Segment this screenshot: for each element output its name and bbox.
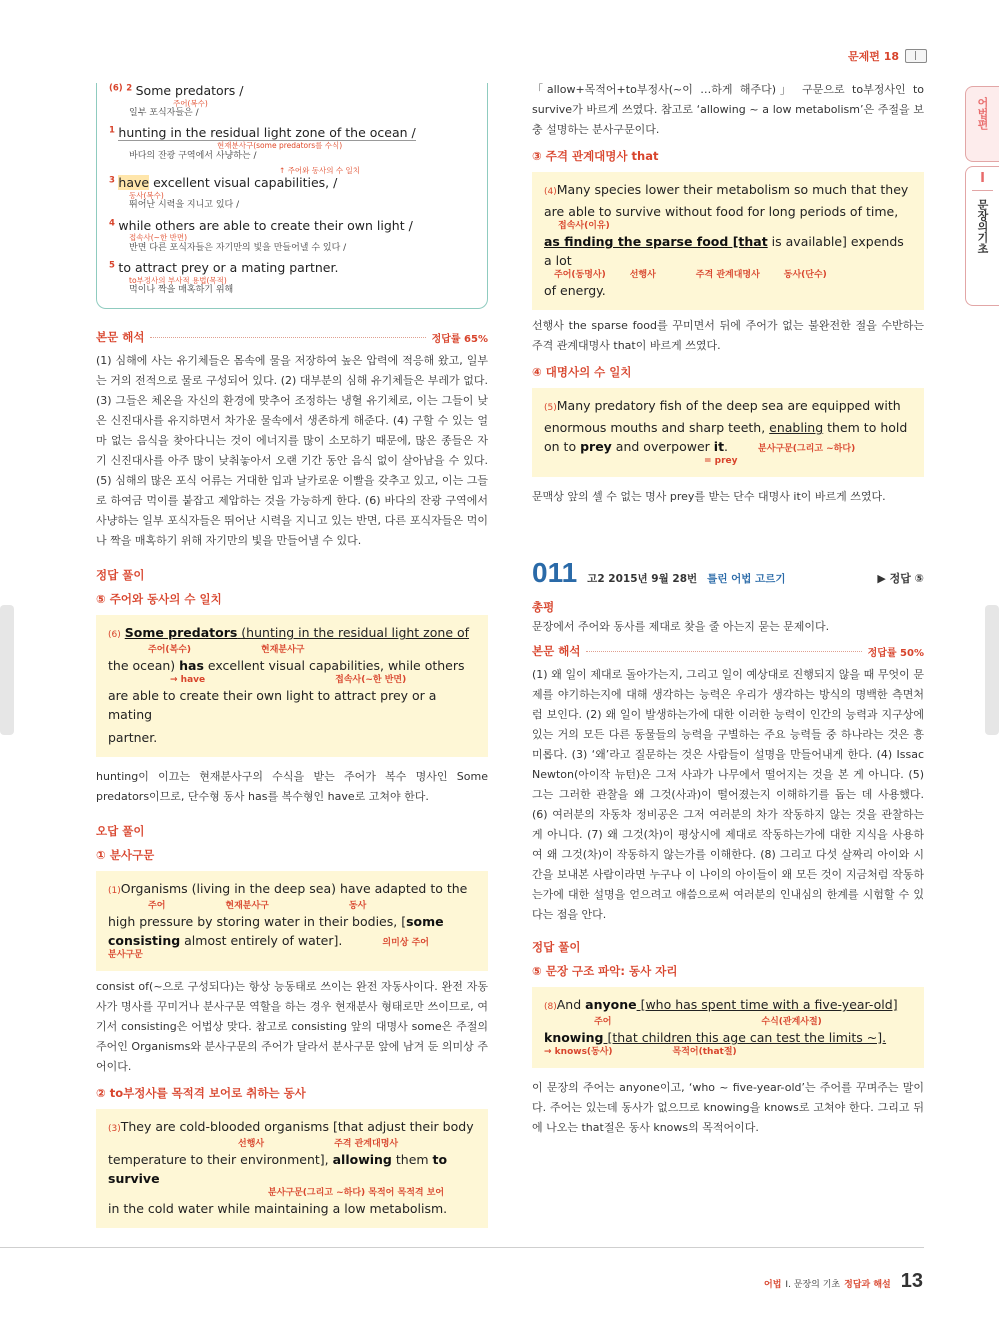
section-title: 오답 풀이 [96, 824, 145, 839]
chunk-index: 1 [109, 125, 115, 136]
chunk-en: to attract prey or a mating partner. [118, 259, 339, 275]
section-answer-011 [532, 939, 924, 955]
footer [764, 1270, 923, 1293]
annotation: 분사구문 [108, 950, 143, 961]
example-text: anyone [585, 997, 637, 1012]
example-text: Organisms (living in the deep sea) have adapted to the [120, 881, 468, 897]
highlight-have: have [118, 175, 150, 191]
wrong-explanation-3: 선행사 the sparse food를 꾸미면서 뒤에 주어가 없는 불완전한 절을 수반하는 주격 관계대명사 that이 바르게 쓰였다. [532, 319, 924, 352]
chunk-en: while others are able to create their own light / [118, 217, 413, 233]
example-text: partner. [108, 730, 158, 746]
chunk-ko: 먹이나 짝을 매혹하기 위해 [129, 285, 234, 295]
wrong-example-box-4 [532, 388, 924, 477]
example-text: some [406, 914, 444, 930]
example-text: temperature to their environment], [108, 1152, 333, 1168]
page-left-handle[interactable] [0, 605, 14, 735]
wrong-explanation-1: consist of(~으로 구성되다)는 항상 능동태로 쓰이는 완전 자동사이다. 완전 자동사가 명사를 꾸미거나 분사구문 역할을 하는 경우 현재분사 형태로만 쓰이므로, 여기서 consisting은 어법상 맞다. 참고로 consisting 앞의 대명사 some은 주절의 주어인 Organisms와 분사구문의 주어가 달라서 분사구문 앞에 남겨 둔 의미상 주어이다. [96, 980, 488, 1074]
chunk-index: 3 [109, 175, 115, 186]
annotation: → have [170, 675, 206, 686]
wrong-explanation-4: 문맥상 앞의 셀 수 없는 명사 prey를 받는 단수 대명사 it이 바르게 쓰였다. [532, 490, 886, 503]
footer-rule [0, 1247, 924, 1248]
section-answer [96, 567, 488, 583]
question-source: 고2 2015년 9월 28번 [587, 573, 698, 585]
question-number: 011 [532, 557, 578, 588]
chunk-note: 현재분사구(some predators를 수식) [217, 141, 343, 151]
example-text: to survive [108, 1152, 448, 1187]
chunk-en: hunting in the residual light zone of the ocean / [118, 125, 416, 141]
example-number: (8) [544, 1002, 557, 1012]
annotation: 주어(복수) [148, 645, 192, 656]
example-text: consisting [108, 933, 181, 949]
page-right-handle[interactable] [985, 605, 999, 735]
side-tab-sentence-basics[interactable] [965, 166, 999, 306]
chunk-note: 주어(복수) [173, 98, 208, 108]
chunk-ko: 일부 포식자들은 / [129, 108, 199, 119]
example-text: of energy. [544, 283, 606, 298]
section-translation [96, 329, 488, 345]
example-text: And [556, 997, 586, 1012]
wrong-subtitle: ② to부정사를 목적격 보어로 취하는 동사 [96, 1086, 306, 1101]
example-text: high pressure by storing water in their bodies, [ [108, 914, 407, 930]
example-text: on to [544, 439, 581, 454]
answer-subtitle: ⑤ 문장 구조 파악: 동사 자리 [532, 964, 678, 978]
annotation: 주어 [594, 1017, 612, 1027]
example-text: are able to survive without food for long periods of time, [544, 204, 899, 219]
example-text: Many predatory fish of the deep sea are equipped with [556, 398, 901, 413]
example-text: and overpower [611, 439, 714, 454]
accuracy-rate: 정답률 65% [431, 333, 488, 345]
annotation: 주격 관계대명사 [334, 1139, 399, 1150]
example-text: prey [580, 439, 612, 454]
wrong-example-box-3 [532, 172, 924, 310]
chunk-index: 4 [109, 217, 115, 228]
footer-part: 어법 [764, 1280, 782, 1290]
annotation: 주격 관계대명사 [695, 270, 760, 280]
example-text: (hunting in the residual light zone of [237, 625, 470, 641]
accuracy-rate: 정답률 50% [867, 647, 924, 659]
example-number: (1) [108, 886, 121, 897]
summary-title: 총평 [532, 600, 555, 614]
example-verb: has [179, 658, 204, 674]
question-header [532, 557, 924, 589]
example-text: knowing [544, 1030, 604, 1045]
sentence-number: (6) [109, 83, 123, 94]
wrong-example-box-1 [96, 871, 488, 971]
chunk-ko: 반면 다른 포식자들은 자기만의 빛을 만들어낼 수 있다 / [129, 242, 347, 253]
example-text: is available] expends a lot [544, 234, 904, 268]
example-text: the ocean) [108, 658, 180, 674]
header-label: 문제편 18 [847, 50, 899, 63]
wrong-explanation-2: 「allow+목적어+to부정사(~이 …하게 해주다)」 구문으로 to부정사인 to survive가 바르게 쓰였다. 참고로 ‘allowing ~ a low metabolism’은 주절을 보충 설명하는 분사구문이다. [532, 83, 924, 136]
answer-explanation-011: 이 문장의 주어는 anyone이고, ‘who ~ five-year-old’는 주어를 꾸며주는 말이다. 주어는 있는데 동사가 없으므로 knowing을 knows로 고쳐야 한다. 그리고 뒤에 나오는 that절은 동사 knows의 목적어이다. [532, 1081, 924, 1134]
section-title: 본문 해석 [532, 644, 581, 658]
example-text: almost entirely of water]. [180, 933, 343, 949]
chunk-note: to부정사의 부사적 용법(목적) [129, 275, 227, 285]
sentence-analysis-box [96, 83, 488, 309]
annotation: 의미상 주어 [382, 938, 429, 949]
chunk-index: 2 [126, 83, 133, 94]
wrong-subtitle: ④ 대명사의 수 일치 [532, 365, 632, 379]
example-number: (6) [108, 630, 121, 641]
left-column [96, 80, 488, 1228]
footer-label: 정답과 해설 [844, 1280, 891, 1290]
annotation: 선행사 [238, 1139, 265, 1150]
example-text: [who has spent time with a five-year-old] [636, 997, 898, 1012]
section-translation-011 [532, 643, 924, 659]
annotation: 분사구문(그리고 ~하다) [758, 444, 856, 454]
annotation: 주어(동명사) [554, 270, 606, 280]
side-tab-sentence-label: 문장의기초 [976, 199, 989, 254]
annotation: 분사구문(그리고 ~하다) 목적어 목적격 보어 [268, 1188, 445, 1199]
chunk-ko: 바다의 잔광 구역에서 사냥하는 / [129, 150, 257, 161]
chunk-ko: 뛰어난 시력을 지니고 있다 / [129, 200, 240, 211]
side-tab-roman: I [972, 167, 993, 191]
annotation: 접속사(이유) [558, 221, 610, 231]
chunk-index: 5 [109, 260, 115, 271]
wrong-subtitle: ① 분사구문 [96, 848, 155, 863]
section-wrong [96, 823, 488, 839]
example-text: excellent visual capabilities, while others [203, 658, 465, 674]
footer-chapter: I. 문장의 기초 [785, 1280, 841, 1290]
chunk-note: 동사(복수) [129, 190, 164, 200]
right-column [532, 80, 924, 1138]
example-text: them [391, 1152, 433, 1168]
chunk-note: ↑ 주어와 동사의 수 일치 [279, 165, 361, 175]
example-text: Many species lower their metabolism so much that they [556, 182, 909, 197]
annotation: 주어 [148, 901, 166, 912]
answer-explanation: hunting이 이끄는 현재분사구의 수식을 받는 주어가 복수 명사인 Some predators이므로, 단수형 동사 has를 복수형인 have로 고쳐야 한다. [96, 770, 488, 804]
example-text: . [724, 439, 729, 454]
section-title: 정답 풀이 [96, 568, 145, 583]
example-text: allowing [332, 1152, 392, 1168]
example-text: as finding the sparse food [that [544, 234, 768, 249]
example-text: [that children this age can test the limits ~]. [603, 1030, 887, 1045]
example-text: it [713, 439, 725, 454]
annotation: 동사(단수) [783, 270, 827, 280]
annotation: 접속사(~한 반면) [335, 675, 407, 686]
wrong-example-box-2 [96, 1109, 488, 1228]
page-number: 13 [900, 1270, 923, 1292]
example-text: They are cold-blooded organisms [that adjust their body [120, 1119, 474, 1135]
annotation: = prey [704, 456, 738, 466]
example-number: (4) [544, 187, 557, 197]
chunk-en: excellent visual capabilities, / [149, 175, 338, 191]
example-text: in the cold water while maintaining a low metabolism. [108, 1201, 448, 1217]
chunk-en: Some predators / [135, 83, 244, 98]
example-subject: Some predators [124, 625, 238, 641]
annotation: 목적어(that절) [672, 1047, 737, 1057]
annotation: → knows(동사) [544, 1047, 613, 1057]
answer-subtitle: ⑤ 주어와 동사의 수 일치 [96, 592, 222, 607]
question-answer: ▶ 정답 ⑤ [877, 572, 924, 585]
side-tab-grammar[interactable] [965, 86, 999, 162]
translation-text: (1) 심해에 사는 유기체들은 몸속에 물을 저장하여 높은 압력에 적응해 왔고, 일부는 거의 전적으로 물로 구성되어 있다. (2) 대부분의 심해 유기체들은 부레가 없다. (3) 그들은 체온을 자신의 환경에 맞추어 조정하는 냉혈 유기체로, 이는 그들이 낮은 신진대사를 유지하면서 차가운 물속에서 생존하게 해준다. (4) 구할 수 있는 얼마 없는 음식을 찾아다니는 것이 에너지를 많이 소모하기 때문에, 많은 종들은 자기 신진대사를 아주 많이 낮춰놓아서 오랜 기간 동안 음식 없이 살아남을 수 있다. (5) 심해의 많은 포식 어류는 거대한 입과 날카로운 이빨을 갖추고 있고, 이는 그들로 하여금 먹이를 붙잡고 제압하는 것을 가능하게 한다. (6) 바다의 잔광 구역에서 사냥하는 일부 포식자들은 뛰어난 시력을 지니고 있는 반면, 다른 포식자들은 먹이나 짝을 매혹하기 위해 자기만의 빛을 만들어낼 수 있다. [96, 354, 488, 548]
section-title: 본문 해석 [96, 330, 145, 345]
summary-text: 문장에서 주어와 동사를 제대로 찾을 줄 아는지 묻는 문제이다. [532, 620, 830, 633]
example-text: enabling [769, 420, 824, 435]
annotation: 현재분사구 [261, 645, 305, 656]
example-text: are able to create their own light to attract prey or a mating [108, 688, 437, 723]
translation-text-011: (1) 왜 일이 제대로 돌아가는지, 그리고 일이 예상대로 진행되지 않을 때 무엇이 문제를 야기하는지에 대해 생각하는 능력은 우리가 생각하는 방식의 명백한 측면처럼 보인다. (2) 왜 일이 발생하는가에 대한 이러한 능력이 인간의 능력과 지구상에 있는 거의 모든 다른 동물들의 능력을 구별하는 주요 능력들 중 하나라는 것은 흥미롭다. (3) ‘왜’라고 질문하는 것은 사람들이 설명을 만들어내게 한다. (4) Issac Newton(아이작 뉴턴)은 그저 사과가 나무에서 떨어지는 것을 본 게 아니다. (5) 그는 그러한 관찰을 왜 그것(사과)이 떨어졌는지 이해하기를 돕는 데 사용했다. (6) 여러분의 자동차 정비공은 그저 여러분의 차가 작동하지 않는 것을 관찰하는 게 아니다. (7) 왜 그것(차)이 평상시에 제대로 작동하는가에 대한 지식을 사용하여 왜 그것(차)이 작동하지 않는가를 이해한다. (8) 그리고 다섯 살짜리 아이와 시간을 보내본 사람이라면 누구나 이 나이의 아이들이 왜 모든 것이 지금처럼 작동하는가에 대한 설명을 얻으려고 애씀으로써 여러분의 인내심의 한계를 시험할 수 있다는 점을 안다. [532, 668, 924, 921]
book-icon [905, 49, 927, 63]
example-number: (5) [544, 403, 557, 413]
section-title: 정답 풀이 [532, 940, 581, 954]
page-header [848, 48, 927, 64]
answer-example-box [96, 615, 488, 757]
example-number: (3) [108, 1124, 121, 1135]
question-title: 틀린 어법 고르기 [707, 573, 786, 585]
annotation: 선행사 [629, 270, 656, 280]
annotation: 현재분사구 [225, 901, 269, 912]
chunk-note: 접속사(~한 반면) [129, 233, 187, 243]
example-text: enormous mouths and sharp teeth, [544, 420, 770, 435]
answer-example-box-011 [532, 987, 924, 1068]
wrong-subtitle: ③ 주격 관계대명사 that [532, 149, 659, 163]
example-text: them to hold [823, 420, 908, 435]
side-tab-grammar-label: 어법편 [976, 97, 989, 130]
annotation: 수식(관계사절) [761, 1017, 822, 1027]
annotation: 동사 [348, 901, 367, 912]
